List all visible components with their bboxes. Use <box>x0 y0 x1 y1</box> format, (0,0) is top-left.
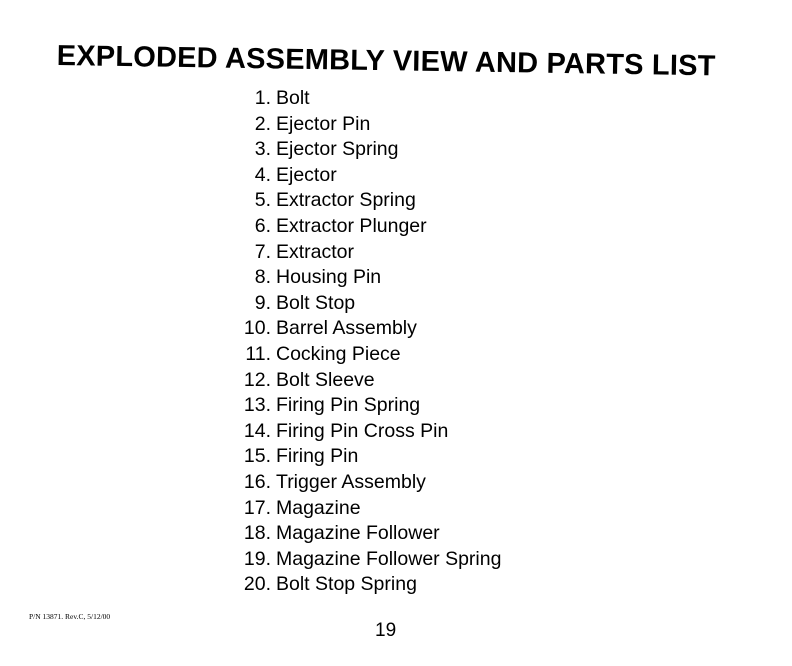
list-item <box>232 265 501 291</box>
list-item <box>232 572 501 598</box>
part-number: 2. <box>254 112 271 135</box>
part-name: Extractor Plunger <box>276 214 427 237</box>
part-name: Ejector Spring <box>276 138 399 161</box>
list-item <box>232 112 501 138</box>
part-number: 15. <box>243 445 271 468</box>
part-name: Extractor <box>276 240 355 263</box>
part-name: Bolt Sleeve <box>276 368 375 391</box>
footer-part-number: P/N 13871. Rev.C, 5/12/00 <box>29 612 111 621</box>
part-name: Bolt <box>276 87 310 109</box>
part-number: 10. <box>243 317 271 340</box>
part-number: 14. <box>243 419 271 442</box>
part-name: Magazine Follower Spring <box>276 547 502 570</box>
part-number: 19. <box>243 547 271 570</box>
part-number: 6. <box>254 214 271 237</box>
part-name: Extractor Spring <box>276 189 416 212</box>
list-item <box>232 214 501 240</box>
part-number: 4. <box>254 163 271 186</box>
list-item <box>232 163 501 189</box>
part-name: Magazine Follower <box>276 522 440 545</box>
part-number: 18. <box>243 522 271 545</box>
list-item <box>232 316 501 342</box>
list-item <box>232 419 501 445</box>
part-name: Firing Pin <box>276 445 359 468</box>
part-number: 8. <box>254 266 271 289</box>
part-name: Cocking Piece <box>276 342 401 365</box>
part-number: 11. <box>245 342 271 365</box>
page-number: 19 <box>375 620 397 641</box>
part-name: Bolt Stop <box>276 291 356 314</box>
page-title: EXPLODED ASSEMBLY VIEW AND PARTS LIST <box>56 39 716 83</box>
list-item <box>232 521 501 547</box>
list-item <box>232 188 501 214</box>
part-number: 5. <box>254 189 271 212</box>
part-number: 3. <box>254 138 271 161</box>
part-name: Housing Pin <box>276 266 382 289</box>
part-number: 7. <box>254 240 271 263</box>
list-item <box>232 547 501 573</box>
list-item <box>232 86 501 112</box>
part-name: Firing Pin Spring <box>276 394 421 417</box>
part-number: 12. <box>243 368 271 391</box>
part-number: 17. <box>243 496 271 519</box>
part-name: Ejector Pin <box>276 112 371 135</box>
list-item <box>232 291 501 317</box>
parts-list <box>232 86 501 598</box>
list-item <box>232 470 501 496</box>
part-number: 16. <box>243 470 271 493</box>
part-name: Ejector <box>276 163 337 186</box>
part-number: 20. <box>243 573 271 596</box>
part-name: Bolt Stop Spring <box>276 573 417 596</box>
part-name: Firing Pin Cross Pin <box>276 419 449 442</box>
list-item <box>232 444 501 470</box>
part-name: Magazine <box>276 496 361 519</box>
list-item <box>232 240 501 266</box>
list-item <box>232 368 501 394</box>
part-number: 1. <box>254 87 271 109</box>
list-item <box>232 393 501 419</box>
list-item <box>232 137 501 163</box>
list-item <box>232 496 501 522</box>
part-number: 9. <box>254 291 271 314</box>
list-item <box>232 342 501 368</box>
part-name: Trigger Assembly <box>276 470 426 493</box>
part-name: Barrel Assembly <box>276 317 417 340</box>
part-number: 13. <box>243 394 271 417</box>
